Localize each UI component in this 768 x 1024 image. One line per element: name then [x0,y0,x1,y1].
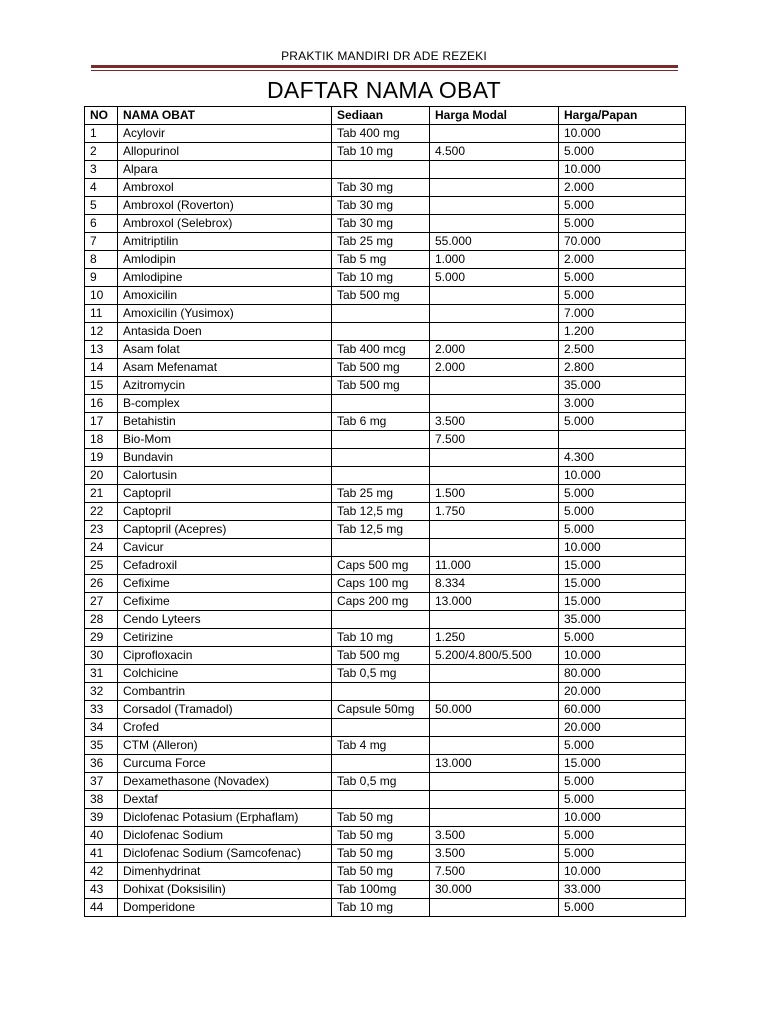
table-row [85,719,686,737]
table-row [85,161,686,179]
header-rule-thick [91,65,678,68]
cell-nama-obat: Acylovir [118,125,332,143]
cell-nama-obat: Ciprofloxacin [118,647,332,665]
table-row [85,773,686,791]
cell-harga-modal: 7.500 [430,863,559,881]
cell-harga-papan: 1.200 [559,323,686,341]
column-header-harga-modal: Harga Modal [430,107,559,125]
cell-harga-papan: 5.000 [559,215,686,233]
cell-sediaan: Caps 200 mg [332,593,430,611]
cell-nama-obat: Amitriptilin [118,233,332,251]
cell-harga-modal: 11.000 [430,557,559,575]
table-header-row [85,107,686,125]
cell-harga-papan: 5.000 [559,827,686,845]
cell-nama-obat: Allopurinol [118,143,332,161]
cell-harga-modal [430,305,559,323]
cell-sediaan: Tab 30 mg [332,179,430,197]
cell-no: 21 [85,485,118,503]
cell-no: 26 [85,575,118,593]
table-row [85,683,686,701]
cell-sediaan: Tab 0,5 mg [332,665,430,683]
cell-sediaan [332,395,430,413]
table-row [85,899,686,917]
cell-nama-obat: Diclofenac Sodium [118,827,332,845]
cell-sediaan: Tab 50 mg [332,863,430,881]
cell-no: 25 [85,557,118,575]
table-row [85,665,686,683]
table-row [85,809,686,827]
table-row [85,791,686,809]
cell-no: 9 [85,269,118,287]
cell-sediaan [332,719,430,737]
cell-harga-papan: 2.000 [559,179,686,197]
table-row [85,341,686,359]
cell-harga-modal [430,323,559,341]
table-row [85,485,686,503]
table-row [85,143,686,161]
cell-nama-obat: Domperidone [118,899,332,917]
cell-no: 17 [85,413,118,431]
cell-harga-papan: 3.000 [559,395,686,413]
table-row [85,251,686,269]
cell-harga-modal [430,791,559,809]
cell-harga-papan: 35.000 [559,377,686,395]
cell-sediaan: Tab 12,5 mg [332,503,430,521]
cell-no: 27 [85,593,118,611]
cell-sediaan: Tab 500 mg [332,377,430,395]
cell-nama-obat: Captopril (Acepres) [118,521,332,539]
cell-no: 4 [85,179,118,197]
cell-harga-papan: 10.000 [559,647,686,665]
table-row [85,233,686,251]
table-row [85,863,686,881]
cell-sediaan [332,161,430,179]
cell-harga-modal [430,449,559,467]
header-rule-thin [91,70,678,71]
cell-nama-obat: Alpara [118,161,332,179]
cell-sediaan: Capsule 50mg [332,701,430,719]
cell-harga-papan: 5.000 [559,845,686,863]
cell-no: 10 [85,287,118,305]
cell-nama-obat: CTM (Alleron) [118,737,332,755]
cell-nama-obat: Captopril [118,485,332,503]
cell-sediaan: Tab 500 mg [332,287,430,305]
cell-sediaan: Tab 10 mg [332,629,430,647]
cell-no: 39 [85,809,118,827]
cell-sediaan [332,755,430,773]
cell-no: 16 [85,395,118,413]
cell-harga-papan: 10.000 [559,467,686,485]
table-row [85,845,686,863]
table-row [85,269,686,287]
cell-no: 32 [85,683,118,701]
cell-no: 29 [85,629,118,647]
cell-harga-papan: 10.000 [559,863,686,881]
cell-no: 14 [85,359,118,377]
cell-nama-obat: Asam Mefenamat [118,359,332,377]
cell-harga-modal [430,773,559,791]
cell-harga-modal: 1.750 [430,503,559,521]
cell-harga-papan: 5.000 [559,197,686,215]
cell-harga-modal [430,179,559,197]
document-header: PRAKTIK MANDIRI DR ADE REZEKI [281,49,487,63]
cell-nama-obat: Azitromycin [118,377,332,395]
cell-harga-papan: 2.000 [559,251,686,269]
cell-nama-obat: Cavicur [118,539,332,557]
cell-harga-papan: 5.000 [559,269,686,287]
cell-harga-modal [430,467,559,485]
cell-harga-modal: 3.500 [430,413,559,431]
cell-harga-papan: 10.000 [559,539,686,557]
cell-harga-papan: 4.300 [559,449,686,467]
cell-nama-obat: Amlodipine [118,269,332,287]
cell-harga-modal [430,125,559,143]
column-header-no: NO [85,107,118,125]
cell-nama-obat: Betahistin [118,413,332,431]
cell-harga-papan: 5.000 [559,143,686,161]
cell-no: 28 [85,611,118,629]
cell-harga-modal: 1.000 [430,251,559,269]
cell-nama-obat: Colchicine [118,665,332,683]
cell-no: 20 [85,467,118,485]
cell-harga-modal [430,395,559,413]
table-row [85,395,686,413]
cell-no: 42 [85,863,118,881]
cell-nama-obat: Cefixime [118,575,332,593]
cell-harga-papan [559,431,686,449]
cell-harga-papan: 35.000 [559,611,686,629]
cell-sediaan: Tab 5 mg [332,251,430,269]
table-row [85,575,686,593]
cell-nama-obat: Cefixime [118,593,332,611]
cell-sediaan [332,791,430,809]
cell-nama-obat: Diclofenac Sodium (Samcofenac) [118,845,332,863]
cell-sediaan: Tab 500 mg [332,359,430,377]
cell-harga-papan: 15.000 [559,755,686,773]
cell-harga-papan: 10.000 [559,809,686,827]
cell-sediaan: Caps 100 mg [332,575,430,593]
table-row [85,503,686,521]
cell-sediaan: Tab 10 mg [332,269,430,287]
cell-sediaan: Tab 50 mg [332,845,430,863]
cell-no: 7 [85,233,118,251]
cell-nama-obat: Ambroxol [118,179,332,197]
table-row [85,557,686,575]
cell-sediaan: Tab 100mg [332,881,430,899]
cell-harga-papan: 15.000 [559,557,686,575]
cell-harga-modal [430,161,559,179]
cell-nama-obat: Dohixat (Doksisilin) [118,881,332,899]
cell-harga-papan: 33.000 [559,881,686,899]
table-row [85,755,686,773]
cell-sediaan: Tab 400 mcg [332,341,430,359]
cell-harga-papan: 2.500 [559,341,686,359]
cell-sediaan: Tab 500 mg [332,647,430,665]
table-row [85,647,686,665]
document-title: DAFTAR NAMA OBAT [267,77,501,103]
cell-harga-modal: 4.500 [430,143,559,161]
cell-sediaan [332,305,430,323]
cell-sediaan: Tab 30 mg [332,215,430,233]
cell-no: 24 [85,539,118,557]
cell-nama-obat: Cetirizine [118,629,332,647]
cell-harga-modal: 55.000 [430,233,559,251]
cell-no: 33 [85,701,118,719]
cell-harga-papan: 7.000 [559,305,686,323]
cell-sediaan: Tab 10 mg [332,899,430,917]
cell-no: 35 [85,737,118,755]
cell-nama-obat: Dexamethasone (Novadex) [118,773,332,791]
cell-harga-papan: 5.000 [559,737,686,755]
cell-sediaan [332,539,430,557]
cell-sediaan: Tab 0,5 mg [332,773,430,791]
cell-nama-obat: Amoxicilin [118,287,332,305]
cell-sediaan [332,323,430,341]
cell-no: 41 [85,845,118,863]
cell-harga-papan: 5.000 [559,773,686,791]
cell-harga-modal [430,683,559,701]
cell-no: 43 [85,881,118,899]
cell-harga-modal [430,899,559,917]
cell-harga-modal [430,809,559,827]
table-row [85,287,686,305]
cell-no: 8 [85,251,118,269]
cell-harga-papan: 60.000 [559,701,686,719]
table-row [85,467,686,485]
cell-harga-modal [430,719,559,737]
cell-harga-modal: 13.000 [430,593,559,611]
cell-nama-obat: Bundavin [118,449,332,467]
cell-harga-modal [430,521,559,539]
cell-no: 37 [85,773,118,791]
table-row [85,197,686,215]
cell-no: 2 [85,143,118,161]
cell-sediaan [332,431,430,449]
cell-harga-modal: 7.500 [430,431,559,449]
cell-no: 38 [85,791,118,809]
cell-sediaan: Caps 500 mg [332,557,430,575]
cell-harga-modal: 1.500 [430,485,559,503]
cell-harga-papan: 5.000 [559,521,686,539]
cell-harga-modal: 1.250 [430,629,559,647]
cell-harga-modal: 50.000 [430,701,559,719]
cell-no: 12 [85,323,118,341]
cell-sediaan [332,467,430,485]
cell-sediaan: Tab 12,5 mg [332,521,430,539]
table-row [85,413,686,431]
table-row [85,737,686,755]
column-header-harga-papan: Harga/Papan [559,107,686,125]
cell-no: 44 [85,899,118,917]
cell-harga-modal: 5.200/4.800/5.500 [430,647,559,665]
table-row [85,359,686,377]
cell-harga-modal: 3.500 [430,845,559,863]
cell-sediaan [332,611,430,629]
cell-harga-papan: 5.000 [559,503,686,521]
table-row [85,215,686,233]
cell-no: 15 [85,377,118,395]
cell-no: 22 [85,503,118,521]
cell-harga-modal [430,377,559,395]
cell-sediaan: Tab 25 mg [332,233,430,251]
cell-harga-papan: 20.000 [559,683,686,701]
cell-harga-papan: 5.000 [559,485,686,503]
table-row [85,827,686,845]
table-row [85,629,686,647]
cell-nama-obat: Curcuma Force [118,755,332,773]
column-header-nama-obat: NAMA OBAT [118,107,332,125]
table-row [85,539,686,557]
cell-harga-papan: 5.000 [559,629,686,647]
cell-sediaan: Tab 10 mg [332,143,430,161]
cell-harga-papan: 80.000 [559,665,686,683]
cell-sediaan: Tab 50 mg [332,827,430,845]
cell-no: 19 [85,449,118,467]
table-row [85,611,686,629]
medicine-table [84,106,686,917]
cell-sediaan: Tab 30 mg [332,197,430,215]
cell-harga-modal [430,665,559,683]
table-row [85,431,686,449]
cell-no: 36 [85,755,118,773]
cell-harga-modal [430,737,559,755]
cell-nama-obat: Calortusin [118,467,332,485]
cell-no: 34 [85,719,118,737]
cell-harga-papan: 70.000 [559,233,686,251]
cell-nama-obat: Antasida Doen [118,323,332,341]
column-header-sediaan: Sediaan [332,107,430,125]
cell-nama-obat: Combantrin [118,683,332,701]
cell-nama-obat: Amoxicilin (Yusimox) [118,305,332,323]
cell-nama-obat: Ambroxol (Roverton) [118,197,332,215]
cell-no: 6 [85,215,118,233]
cell-nama-obat: Amlodipin [118,251,332,269]
cell-sediaan: Tab 400 mg [332,125,430,143]
cell-sediaan: Tab 6 mg [332,413,430,431]
cell-nama-obat: Ambroxol (Selebrox) [118,215,332,233]
cell-no: 11 [85,305,118,323]
table-row [85,125,686,143]
cell-harga-papan: 15.000 [559,593,686,611]
cell-sediaan [332,449,430,467]
table-row [85,179,686,197]
cell-harga-papan: 10.000 [559,125,686,143]
table-row [85,593,686,611]
cell-harga-papan: 15.000 [559,575,686,593]
cell-no: 1 [85,125,118,143]
cell-harga-papan: 2.800 [559,359,686,377]
cell-sediaan [332,683,430,701]
cell-nama-obat: Captopril [118,503,332,521]
cell-harga-modal [430,287,559,305]
cell-no: 40 [85,827,118,845]
cell-nama-obat: Bio-Mom [118,431,332,449]
cell-no: 13 [85,341,118,359]
cell-sediaan: Tab 50 mg [332,809,430,827]
cell-harga-modal: 3.500 [430,827,559,845]
cell-nama-obat: Cendo Lyteers [118,611,332,629]
table-body [85,125,686,917]
cell-no: 30 [85,647,118,665]
table-row [85,323,686,341]
cell-harga-papan: 5.000 [559,287,686,305]
cell-harga-modal: 2.000 [430,341,559,359]
cell-nama-obat: Corsadol (Tramadol) [118,701,332,719]
cell-harga-papan: 10.000 [559,161,686,179]
cell-harga-modal [430,197,559,215]
cell-harga-modal [430,215,559,233]
cell-harga-papan: 5.000 [559,791,686,809]
cell-harga-modal [430,539,559,557]
cell-nama-obat: Asam folat [118,341,332,359]
cell-nama-obat: Dimenhydrinat [118,863,332,881]
cell-nama-obat: B-complex [118,395,332,413]
table-row [85,881,686,899]
cell-harga-papan: 20.000 [559,719,686,737]
table-row [85,449,686,467]
cell-no: 23 [85,521,118,539]
cell-nama-obat: Diclofenac Potasium (Erphaflam) [118,809,332,827]
cell-sediaan: Tab 25 mg [332,485,430,503]
cell-no: 31 [85,665,118,683]
cell-harga-modal [430,611,559,629]
cell-no: 3 [85,161,118,179]
cell-harga-papan: 5.000 [559,413,686,431]
table-row [85,701,686,719]
cell-harga-modal: 13.000 [430,755,559,773]
cell-harga-modal: 30.000 [430,881,559,899]
cell-nama-obat: Dextaf [118,791,332,809]
cell-nama-obat: Cefadroxil [118,557,332,575]
cell-harga-modal: 2.000 [430,359,559,377]
cell-harga-modal: 5.000 [430,269,559,287]
cell-harga-papan: 5.000 [559,899,686,917]
table-row [85,521,686,539]
table-row [85,377,686,395]
table-row [85,305,686,323]
cell-nama-obat: Crofed [118,719,332,737]
cell-sediaan: Tab 4 mg [332,737,430,755]
cell-no: 5 [85,197,118,215]
cell-no: 18 [85,431,118,449]
cell-harga-modal: 8.334 [430,575,559,593]
